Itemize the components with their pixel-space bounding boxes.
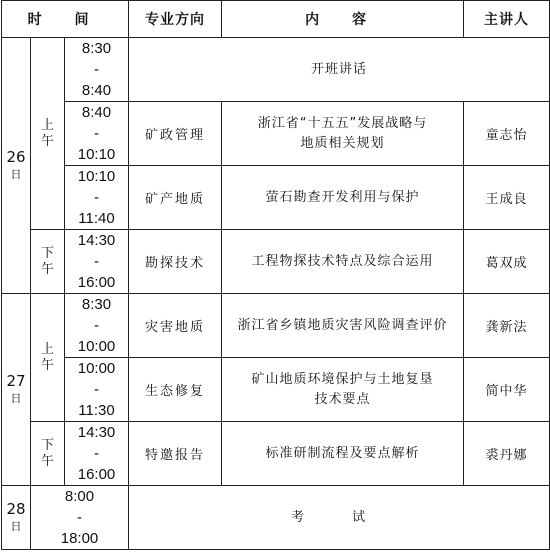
table-row (2, 102, 550, 166)
table-row (2, 358, 550, 422)
time-cell: 8:30 - 10:00 (65, 294, 129, 358)
day-unit: 日 (10, 391, 22, 405)
time-cell: 14:30 - 16:00 (65, 422, 129, 486)
header-row (2, 1, 550, 38)
time-cell: 8:30 - 8:40 (65, 38, 129, 102)
date-cell-26 (2, 38, 31, 294)
period-label: 下午 (40, 437, 54, 469)
time-cell: 8:40 - 10:10 (65, 102, 129, 166)
speaker-cell: 简中华 (464, 358, 550, 422)
table-row (2, 38, 550, 102)
content-cell: 萤石勘查开发利用与保护 (222, 166, 464, 230)
period-cell-pm (31, 230, 65, 294)
direction-cell: 勘探技术 (129, 230, 222, 294)
content-cell: 浙江省“十五五”发展战略与 地质相关规划 (222, 102, 464, 166)
table-row (2, 230, 550, 294)
table-row (2, 422, 550, 486)
header-time: 时 间 (2, 1, 129, 38)
table-row (2, 294, 550, 358)
content-cell: 浙江省乡镇地质灾害风险调查评价 (222, 294, 464, 358)
table-row (2, 486, 550, 550)
period-label: 下午 (40, 245, 54, 277)
day-number: 28 (6, 499, 26, 518)
content-cell: 工程物探技术特点及综合运用 (222, 230, 464, 294)
speaker-cell: 葛双成 (464, 230, 550, 294)
day-number: 27 (6, 371, 26, 390)
direction-cell: 灾害地质 (129, 294, 222, 358)
period-cell-am (31, 294, 65, 422)
time-cell: 8:00 - 18:00 (31, 486, 129, 550)
content-cell: 开班讲话 (129, 38, 550, 102)
header-content: 内 容 (222, 1, 464, 38)
time-cell: 14:30 - 16:00 (65, 230, 129, 294)
direction-cell: 生态修复 (129, 358, 222, 422)
speaker-cell: 王成良 (464, 166, 550, 230)
period-label: 上午 (40, 341, 54, 373)
day-unit: 日 (10, 519, 22, 533)
date-cell-27 (2, 294, 31, 486)
content-cell: 标准研制流程及要点解析 (222, 422, 464, 486)
content-cell: 矿山地质环境保护与土地复垦 技术要点 (222, 358, 464, 422)
period-cell-am (31, 38, 65, 230)
time-cell: 10:10 - 11:40 (65, 166, 129, 230)
time-cell: 10:00 - 11:30 (65, 358, 129, 422)
speaker-cell: 龚新法 (464, 294, 550, 358)
table-row (2, 166, 550, 230)
speaker-cell: 童志怡 (464, 102, 550, 166)
period-cell-pm (31, 422, 65, 486)
day-unit: 日 (10, 167, 22, 181)
schedule-table (1, 0, 550, 550)
direction-cell: 矿产地质 (129, 166, 222, 230)
header-speaker: 主讲人 (464, 1, 550, 38)
period-label: 上午 (40, 117, 54, 149)
direction-cell: 特邀报告 (129, 422, 222, 486)
day-number: 26 (6, 147, 26, 166)
date-cell-28 (2, 486, 31, 550)
header-direction: 专业方向 (129, 1, 222, 38)
speaker-cell: 裘丹娜 (464, 422, 550, 486)
exam-cell: 考 试 (129, 486, 550, 550)
direction-cell: 矿政管理 (129, 102, 222, 166)
